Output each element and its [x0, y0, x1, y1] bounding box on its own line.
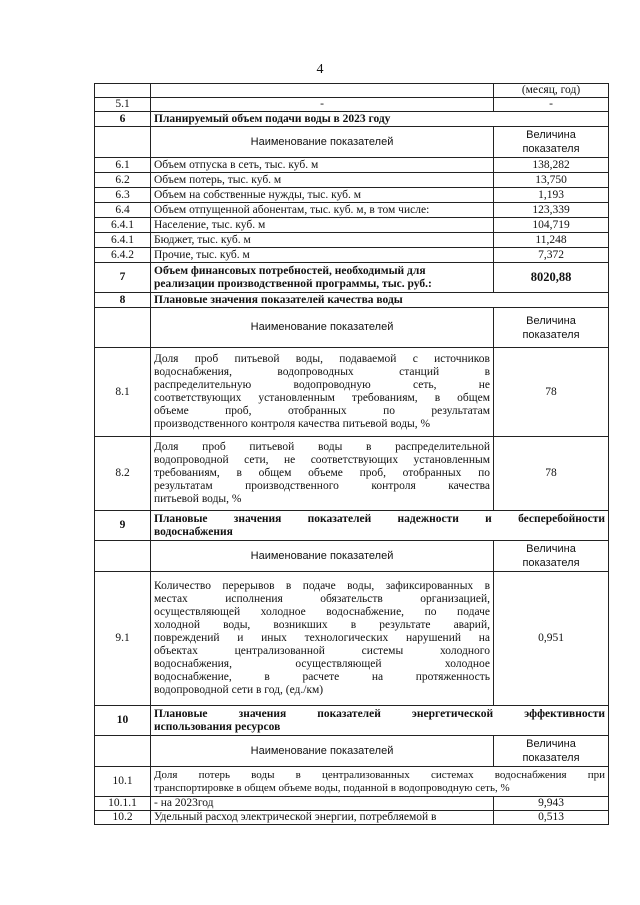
row-number: 6.3: [95, 188, 151, 203]
row-number: 5.1: [95, 98, 151, 112]
row-value: 11,248: [494, 233, 609, 248]
text-line: Доля потерь воды в централизованных системах водоснабжения при: [154, 768, 605, 781]
table-row: [95, 767, 609, 797]
header-row: [95, 541, 609, 572]
section-number: 6: [95, 112, 151, 127]
text-line: осуществляющей холодное водоснабжение, по подаче: [154, 606, 490, 618]
section-title-line: водоснабжения: [154, 525, 233, 538]
text-line: требованиям, в общем объеме проб, отобранных по: [154, 467, 490, 479]
section-row: [95, 511, 609, 541]
table-row: [95, 248, 609, 263]
section-row: [95, 706, 609, 736]
section-number: 10: [95, 706, 151, 736]
text-line: соответствующих установленным требованиям, в общем: [154, 392, 490, 404]
indicators-table: [94, 83, 609, 825]
table-row: [95, 233, 609, 248]
row-name: [151, 348, 494, 437]
row-name: [151, 572, 494, 706]
row-value: 9,943: [494, 797, 609, 811]
row-name: Объем потерь, тыс. куб. м: [151, 173, 494, 188]
row-name: [151, 84, 494, 98]
section-row: [95, 293, 609, 308]
table-row: [95, 811, 609, 825]
row-number: [95, 84, 151, 98]
text-line: Доля проб питьевой воды, подаваемой с источников: [154, 353, 490, 365]
section-title: Плановые значения показателей качества воды: [151, 293, 609, 308]
text-line: объектах централизованной системы холодного: [154, 645, 490, 657]
row-name: Прочие, тыс. куб. м: [151, 248, 494, 263]
text-line: результатам производственного контроля качества: [154, 480, 490, 492]
row-number: 9.1: [95, 572, 151, 706]
text-line: производственного контроля качества питьевой воды, %: [154, 418, 431, 430]
row-number: 6.4: [95, 203, 151, 218]
row-value: 78: [494, 437, 609, 511]
row-number: 8.2: [95, 437, 151, 511]
text-line: холодной воды, возникших в результате аварий,: [154, 619, 490, 631]
table-row: [95, 437, 609, 511]
row-number: 10.1: [95, 767, 151, 797]
text-line: Доля проб питьевой воды в распределительной: [154, 441, 490, 453]
section-title-line: реализации производственной программы, тыс. руб.:: [154, 277, 432, 290]
row-value: 138,282: [494, 158, 609, 173]
row-number: 6.4.1: [95, 218, 151, 233]
row-name: Объем отпуска в сеть, тыс. куб. м: [151, 158, 494, 173]
text-line: водопроводной сети в год, (ед./км): [154, 684, 324, 696]
section-row: [95, 112, 609, 127]
row-value: 13,750: [494, 173, 609, 188]
header-name: Наименование показателей: [151, 127, 494, 158]
row-value: 0,513: [494, 811, 609, 825]
row-value: 7,372: [494, 248, 609, 263]
row-number: 10.2: [95, 811, 151, 825]
section-title: [151, 706, 609, 736]
row-name: [151, 767, 609, 797]
row-number: 8.1: [95, 348, 151, 437]
section-title: [151, 263, 494, 293]
table-row: [95, 218, 609, 233]
section-title-line: Плановые значения показателей энергетической эффективности: [154, 707, 605, 720]
section-title-line: Объем финансовых потребностей, необходимый для: [154, 264, 426, 277]
row-value: (месяц, год): [494, 84, 609, 98]
row-name: [151, 437, 494, 511]
section-number: 7: [95, 263, 151, 293]
row-name: Объем отпущенной абонентам, тыс. куб. м, в том числе:: [151, 203, 494, 218]
row-number: 6.4.2: [95, 248, 151, 263]
row-name: Население, тыс. куб. м: [151, 218, 494, 233]
section-row: [95, 263, 609, 293]
table-row: [95, 203, 609, 218]
row-name: - на 2023год: [151, 797, 494, 811]
text-line: распределительную водопроводную сеть, не: [154, 379, 490, 391]
table-row: [95, 797, 609, 811]
table-row: [95, 84, 609, 98]
row-name: -: [151, 98, 494, 112]
text-line: транспортировке в общем объеме воды, поданной в водопроводную сеть, %: [154, 781, 510, 794]
header-value: Величина показателя: [494, 308, 609, 348]
header-row: [95, 308, 609, 348]
text-line: водопроводной сети, не соответствующих установленным: [154, 454, 490, 466]
row-value: 123,339: [494, 203, 609, 218]
header-value: Величина показателя: [494, 541, 609, 572]
table-row: [95, 572, 609, 706]
financial-needs-value: 8020,88: [494, 263, 609, 293]
text-line: объеме проб, отобранных по результатам: [154, 405, 490, 417]
table-row: [95, 173, 609, 188]
table-row: [95, 188, 609, 203]
header-row: [95, 736, 609, 767]
table-row: [95, 348, 609, 437]
row-value: 0,951: [494, 572, 609, 706]
row-value: 78: [494, 348, 609, 437]
text-line: водоснабжение, в расчете на протяженность: [154, 671, 490, 683]
row-name: Удельный расход электрической энергии, потребляемой в: [151, 811, 494, 825]
row-number: 6.1: [95, 158, 151, 173]
text-line: повреждений и иных технологических нарушений на: [154, 632, 490, 644]
page-number: 4: [316, 62, 324, 77]
header-value: Величина показателя: [494, 736, 609, 767]
text-line: водоснабжения, осуществляющей холодное: [154, 658, 490, 670]
section-number: 9: [95, 511, 151, 541]
text-line: местах исполнения обязательств организацией,: [154, 593, 490, 605]
header-value: Величина показателя: [494, 127, 609, 158]
row-value: -: [494, 98, 609, 112]
section-title: Планируемый объем подачи воды в 2023 году: [151, 112, 609, 127]
header-name: Наименование показателей: [151, 308, 494, 348]
header-row: [95, 127, 609, 158]
section-number: 8: [95, 293, 151, 308]
section-title: [151, 511, 609, 541]
row-number: 6.4.1: [95, 233, 151, 248]
table-row: [95, 158, 609, 173]
row-value: 1,193: [494, 188, 609, 203]
text-line: питьевой воды, %: [154, 493, 242, 505]
header-name: Наименование показателей: [151, 736, 494, 767]
row-value: 104,719: [494, 218, 609, 233]
row-number: 6.2: [95, 173, 151, 188]
section-title-line: использования ресурсов: [154, 720, 281, 733]
table-row: [95, 98, 609, 112]
row-name: Бюджет, тыс. куб. м: [151, 233, 494, 248]
row-number: 10.1.1: [95, 797, 151, 811]
header-name: Наименование показателей: [151, 541, 494, 572]
section-title-line: Плановые значения показателей надежности и бесперебойности: [154, 512, 605, 525]
text-line: Количество перерывов в подаче воды, зафиксированных в: [154, 580, 490, 592]
text-line: водоснабжения, водопроводных станций в: [154, 366, 490, 378]
row-name: Объем на собственные нужды, тыс. куб. м: [151, 188, 494, 203]
